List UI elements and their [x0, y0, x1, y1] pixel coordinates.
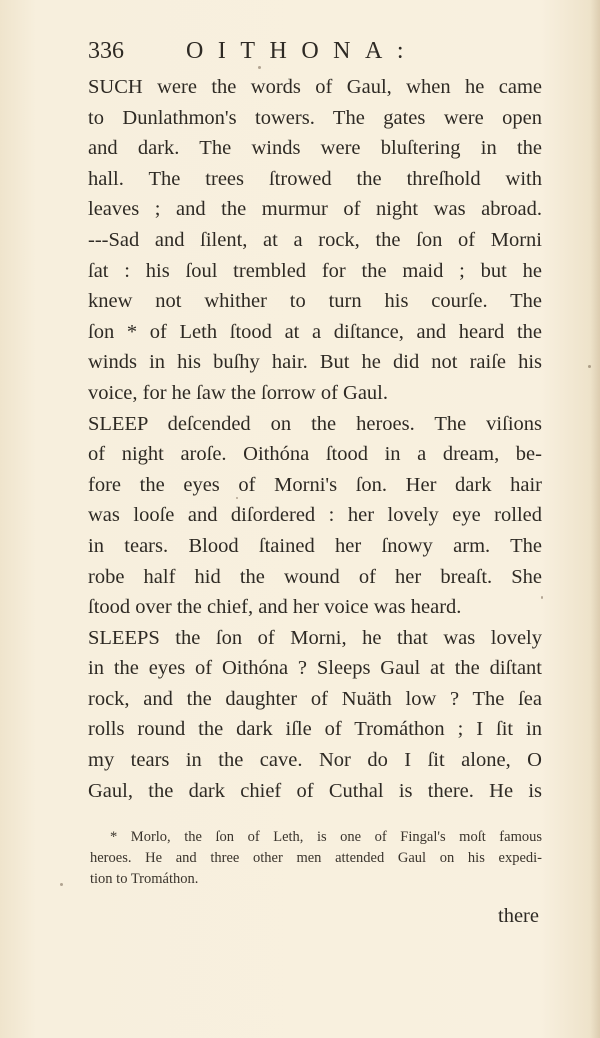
footnote-line: * Morlo, the ſon of Leth, is one of Fingal's moſt famous — [110, 829, 542, 845]
body-line: winds in his buſhy hair. But he did not raiſe his — [88, 351, 542, 374]
body-line: ſon * of Leth ſtood at a diſtance, and heard the — [88, 320, 542, 343]
body-line: and dark. The winds were bluſtering in the — [88, 137, 542, 160]
running-title: OITHONA: — [186, 38, 418, 64]
running-head — [88, 38, 558, 72]
body-line: voice, for he ſaw the ſorrow of Gaul. — [88, 381, 388, 404]
paper-speck — [258, 66, 261, 69]
paper-speck — [236, 497, 238, 499]
body-line: SLEEP deſcended on the heroes. The viſions — [88, 412, 542, 435]
paper-speck — [588, 365, 591, 368]
body-line: SUCH were the words of Gaul, when he came — [88, 76, 542, 98]
body-line: ſtood over the chief, and her voice was heard. — [88, 596, 462, 619]
body-line: to Dunlathmon's towers. The gates were open — [88, 106, 542, 129]
catchword: there — [498, 905, 539, 927]
footnote-line: heroes. He and three other men attended Gaul on his expedi- — [90, 850, 542, 866]
body-line: rolls round the dark iſle of Tromáthon ; I ſit in — [88, 718, 542, 741]
body-line: fore the eyes of Morni's ſon. Her dark hair — [88, 473, 542, 496]
paper-speck — [541, 596, 543, 599]
paper-speck — [60, 883, 63, 886]
page-number: 336 — [88, 38, 124, 64]
page-edge-shading — [590, 0, 600, 1038]
body-line: was looſe and diſordered : her lovely eye rolled — [88, 504, 542, 527]
body-line: in tears. Blood ſtained her ſnowy arm. The — [88, 534, 542, 557]
body-line: Gaul, the dark chief of Cuthal is there. He is — [88, 779, 542, 802]
body-line: rock, and the daughter of Nuäth low ? The ſea — [88, 687, 542, 710]
body-line: robe half hid the wound of her breaſt. She — [88, 565, 542, 588]
body-line: ---Sad and ſilent, at a rock, the ſon of Morni — [88, 228, 542, 251]
body-text — [88, 72, 542, 806]
footnote-line: tion to Tromáthon. — [90, 871, 199, 887]
body-line: in the eyes of Oithóna ? Sleeps Gaul at the diſtant — [88, 657, 542, 680]
body-line: ſat : his ſoul trembled for the maid ; but he — [88, 259, 542, 282]
body-line: SLEEPS the ſon of Morni, he that was lovely — [88, 626, 542, 649]
body-line: hall. The trees ſtrowed the threſhold with — [88, 167, 542, 190]
body-line: of night aroſe. Oithóna ſtood in a dream, be- — [88, 443, 542, 466]
footnote — [90, 827, 542, 890]
body-line: leaves ; and the murmur of night was abroad. — [88, 198, 542, 221]
body-line: knew not whither to turn his courſe. The — [88, 290, 542, 313]
body-line: my tears in the cave. Nor do I ſit alone, O — [88, 749, 542, 772]
